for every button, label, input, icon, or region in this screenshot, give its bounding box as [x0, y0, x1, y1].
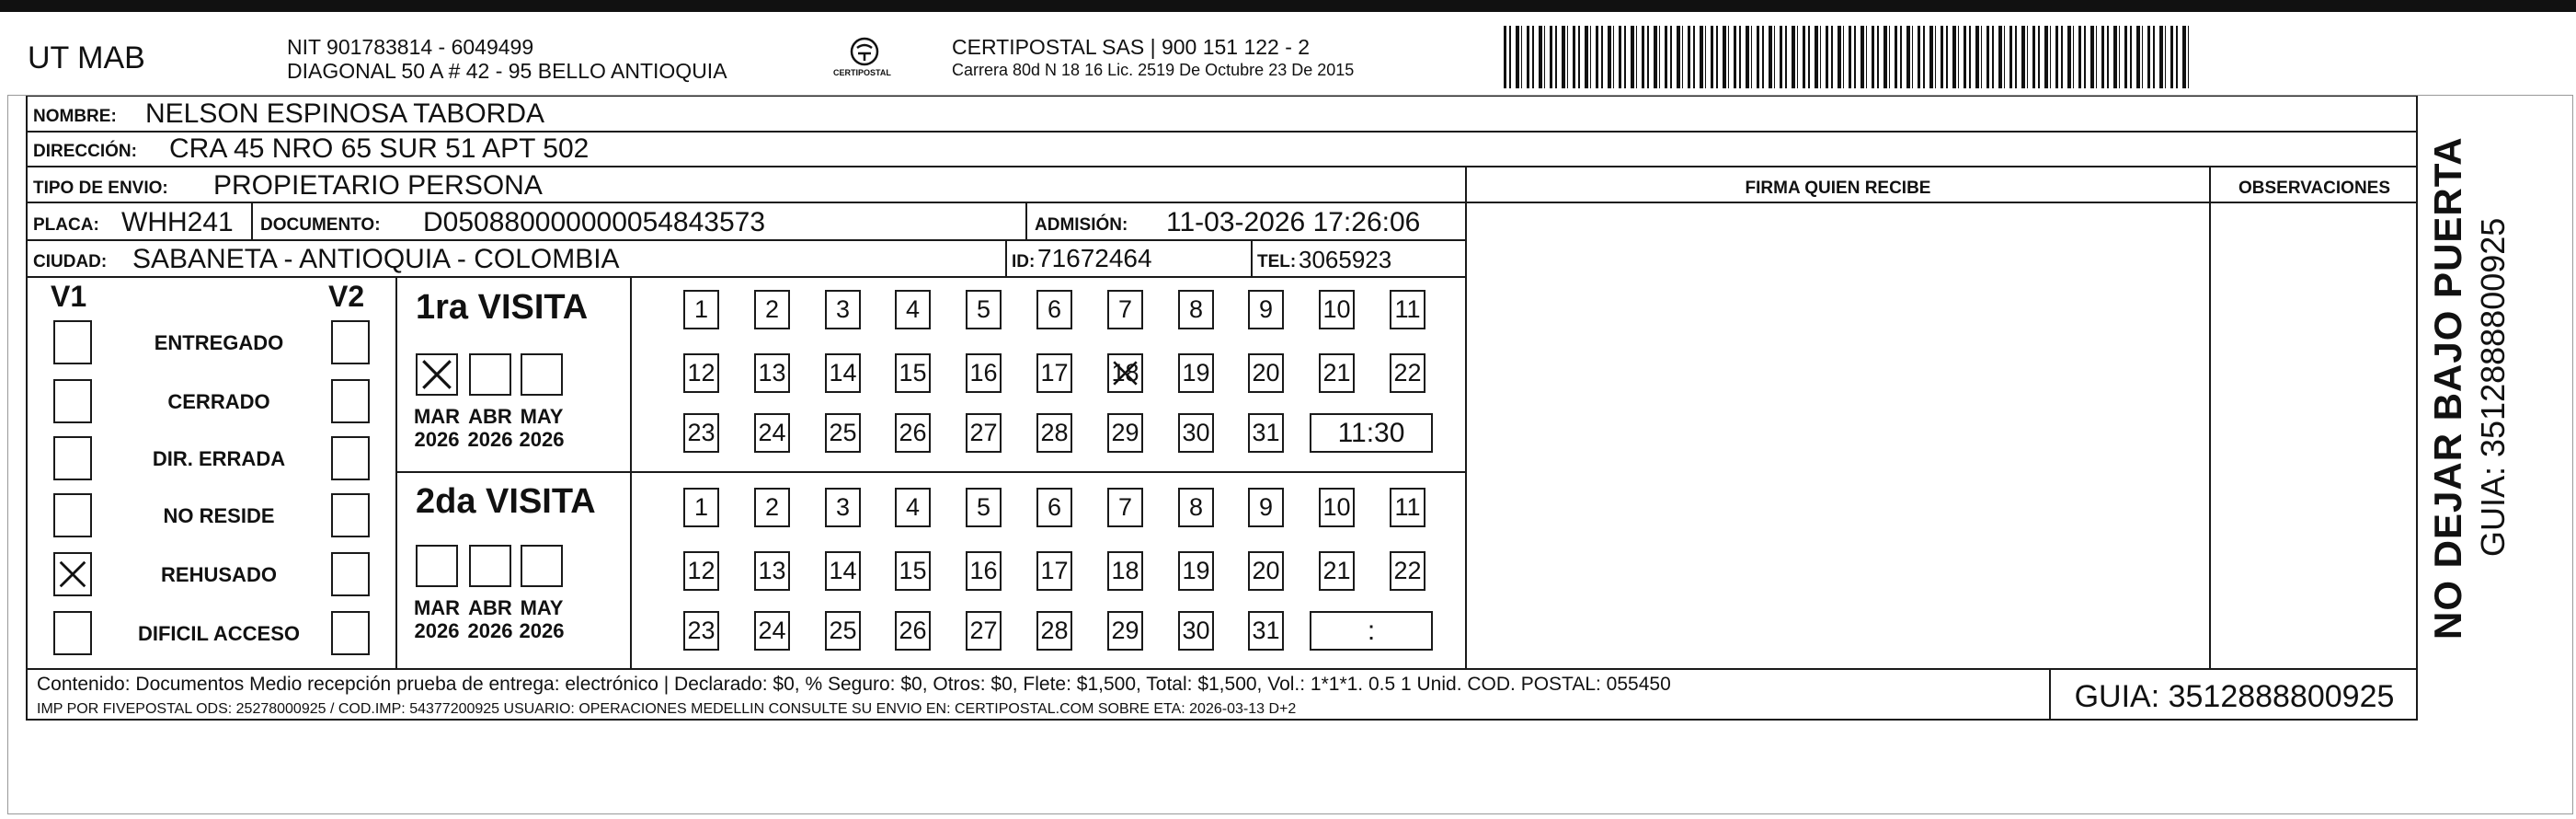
visita1-day[interactable]: 15	[895, 353, 931, 393]
visita1-month-checkbox[interactable]	[521, 353, 563, 396]
tipo-value: PROPIETARIO PERSONA	[213, 170, 543, 201]
visita1-day[interactable]: 31	[1248, 413, 1284, 453]
visita1-month-label: ABR	[468, 405, 512, 428]
nombre-value: NELSON ESPINOSA TABORDA	[145, 98, 545, 129]
carrier-name: CERTIPOSTAL SAS | 900 151 122 - 2	[952, 35, 1311, 59]
visita1-month-year: 2026	[414, 428, 460, 451]
id-value: 71672464	[1037, 244, 1152, 272]
visita1-day[interactable]: 2	[754, 290, 790, 329]
visita1-day[interactable]: 6	[1036, 290, 1072, 329]
visita2-day[interactable]: 13	[754, 551, 790, 591]
v1-header: V1	[51, 280, 87, 313]
visita2-day[interactable]: 4	[895, 488, 931, 527]
visita2-day[interactable]: 18	[1107, 551, 1143, 591]
status-option-label: ENTREGADO	[154, 331, 284, 354]
observaciones-area[interactable]	[2213, 204, 2416, 666]
status-option-label: NO RESIDE	[163, 504, 275, 527]
v1-checkbox[interactable]	[53, 552, 92, 596]
visita2-month-label: ABR	[468, 596, 512, 619]
visita2-day[interactable]: 19	[1178, 551, 1214, 591]
visita2-day[interactable]: 24	[754, 611, 790, 651]
visita2-month-checkbox[interactable]	[416, 545, 458, 587]
status-option-label: DIFICIL ACCESO	[137, 622, 300, 645]
visita2-day[interactable]: 21	[1319, 551, 1355, 591]
visita2-day[interactable]: 6	[1036, 488, 1072, 527]
visita2-day[interactable]: 15	[895, 551, 931, 591]
visita1-day[interactable]: 4	[895, 290, 931, 329]
v2-checkbox[interactable]	[331, 320, 370, 364]
tel-label: TEL:	[1257, 252, 1297, 271]
visita2-day[interactable]: 30	[1178, 611, 1214, 651]
barcode	[1504, 26, 2193, 88]
visita1-day[interactable]: 30	[1178, 413, 1214, 453]
v1-checkbox[interactable]	[53, 320, 92, 364]
visita1-day[interactable]: 14	[825, 353, 861, 393]
visita1-day[interactable]: 25	[825, 413, 861, 453]
visita1-day[interactable]: 24	[754, 413, 790, 453]
row-line	[26, 668, 2418, 670]
visita1-month-label: MAY	[520, 405, 564, 428]
visita2-day[interactable]: 9	[1248, 488, 1284, 527]
visita1-day[interactable]: 21	[1319, 353, 1355, 393]
visita1-day[interactable]: 23	[683, 413, 719, 453]
visita2-day[interactable]: 14	[825, 551, 861, 591]
row-line	[26, 166, 2418, 167]
placa-value: WHH241	[121, 207, 234, 237]
v2-checkbox[interactable]	[331, 436, 370, 480]
side-notice: NO DEJAR BAJO PUERTA	[2426, 136, 2469, 640]
visita2-day[interactable]: 5	[966, 488, 1002, 527]
v2-checkbox[interactable]	[331, 379, 370, 423]
v2-checkbox[interactable]	[331, 552, 370, 596]
side-guia: GUIA: 3512888800925	[2474, 217, 2512, 557]
id-label: ID:	[1012, 252, 1036, 271]
v1-checkbox[interactable]	[53, 379, 92, 423]
status-option-label: CERRADO	[167, 390, 270, 413]
carrier-logo	[833, 33, 892, 88]
col-line-obs	[2209, 166, 2211, 668]
visita1-day[interactable]: 22	[1390, 353, 1425, 393]
col-line-firma	[1465, 166, 1467, 668]
visita1-month-checkbox[interactable]	[469, 353, 511, 396]
col-line-id	[1005, 239, 1007, 276]
visita1-time-box[interactable]: 11:30	[1310, 413, 1433, 453]
company-name: UT MAB	[28, 40, 145, 75]
visita1-day[interactable]: 28	[1036, 413, 1072, 453]
visita2-day[interactable]: 22	[1390, 551, 1425, 591]
visita2-title: 2da VISITA	[416, 482, 596, 521]
visita2-day[interactable]: 23	[683, 611, 719, 651]
admision-value: 11-03-2026 17:26:06	[1166, 207, 1421, 237]
visita1-day[interactable]: 19	[1178, 353, 1214, 393]
status-option-label: REHUSADO	[161, 563, 277, 586]
footer-guia: GUIA: 3512888800925	[2074, 679, 2395, 714]
top-border	[0, 0, 2576, 12]
col-line-placa	[251, 202, 253, 239]
visita1-day[interactable]: 26	[895, 413, 931, 453]
visita2-day[interactable]: 2	[754, 488, 790, 527]
visita2-time-box[interactable]: :	[1310, 611, 1433, 651]
v1-checkbox[interactable]	[53, 611, 92, 655]
visita2-day[interactable]: 29	[1107, 611, 1143, 651]
visita1-day[interactable]: 18	[1107, 353, 1143, 393]
row-line	[26, 131, 2418, 133]
tel-value: 3065923	[1299, 246, 1392, 273]
visita1-day[interactable]: 9	[1248, 290, 1284, 329]
visita2-day[interactable]: 28	[1036, 611, 1072, 651]
visita2-month-year: 2026	[414, 619, 460, 642]
nombre-label: NOMBRE:	[33, 107, 117, 126]
visita2-day[interactable]: 10	[1319, 488, 1355, 527]
visita1-day[interactable]: 20	[1248, 353, 1284, 393]
visita2-day[interactable]: 20	[1248, 551, 1284, 591]
company-nit: NIT 901783814 - 6049499	[287, 35, 534, 59]
visita1-month-checkbox[interactable]	[416, 353, 458, 396]
v2-checkbox[interactable]	[331, 493, 370, 537]
ciudad-label: CIUDAD:	[33, 252, 108, 271]
visita2-month-label: MAR	[413, 596, 461, 619]
visita1-day[interactable]: 12	[683, 353, 719, 393]
visita1-month-year: 2026	[467, 428, 513, 451]
visita2-day[interactable]: 8	[1178, 488, 1214, 527]
signature-area[interactable]	[1469, 204, 2207, 666]
visita2-month-checkbox[interactable]	[469, 545, 511, 587]
visita1-day[interactable]: 11	[1390, 290, 1425, 329]
visita2-day[interactable]: 1	[683, 488, 719, 527]
ciudad-value: SABANETA - ANTIOQUIA - COLOMBIA	[132, 244, 620, 274]
visita1-month-label: MAR	[413, 405, 461, 428]
row-line-visitas	[395, 471, 1465, 473]
visita2-month-checkbox[interactable]	[521, 545, 563, 587]
row-line	[26, 276, 1465, 278]
visita2-day[interactable]: 31	[1248, 611, 1284, 651]
tipo-label: TIPO DE ENVIO:	[33, 179, 168, 198]
visita1-day[interactable]: 17	[1036, 353, 1072, 393]
placa-label: PLACA:	[33, 215, 99, 235]
col-line-footer	[2049, 668, 2051, 721]
visita2-day[interactable]: 25	[825, 611, 861, 651]
visita2-day[interactable]: 3	[825, 488, 861, 527]
col-line-tel	[1251, 239, 1253, 276]
v2-header: V2	[328, 280, 365, 313]
documento-value: D050880000000054843573	[423, 207, 766, 237]
col-line-admision	[1025, 202, 1027, 239]
visita1-day[interactable]: 7	[1107, 290, 1143, 329]
footer-contenido: Contenido: Documentos Medio recepción prueba de entrega: electrónico | Declarado: $0, % Seguro: $0, Otros: $0, Flete: $1,500, Total: $1,500, Vol.: 1*1*1. 0.5 1 Unid. COD. POSTAL: 055450	[37, 674, 1671, 695]
visita2-day[interactable]: 17	[1036, 551, 1072, 591]
col-line-header	[1465, 202, 2418, 203]
visita2-day[interactable]: 12	[683, 551, 719, 591]
direccion-label: DIRECCIÓN:	[33, 142, 137, 161]
visita1-day[interactable]: 5	[966, 290, 1002, 329]
company-address: DIAGONAL 50 A # 42 - 95 BELLO ANTIOQUIA	[287, 59, 727, 83]
carrier-license: Carrera 80d N 18 16 Lic. 2519 De Octubre 23 De 2015	[952, 61, 1355, 79]
visita2-month-year: 2026	[467, 619, 513, 642]
visita1-month-year: 2026	[519, 428, 565, 451]
row-line	[26, 239, 1465, 241]
v2-checkbox[interactable]	[331, 611, 370, 655]
visita1-day[interactable]: 8	[1178, 290, 1214, 329]
visita1-title: 1ra VISITA	[416, 288, 589, 327]
visita2-day[interactable]: 26	[895, 611, 931, 651]
visita2-day[interactable]: 7	[1107, 488, 1143, 527]
carrier-logo-text: CERTIPOSTAL	[833, 68, 891, 77]
visita1-day[interactable]: 27	[966, 413, 1002, 453]
firma-header: FIRMA QUIEN RECIBE	[1745, 179, 1931, 198]
documento-label: DOCUMENTO:	[260, 215, 381, 235]
visita1-day[interactable]: 3	[825, 290, 861, 329]
footer-imp: IMP POR FIVEPOSTAL ODS: 25278000925 / COD.IMP: 54377200925 USUARIO: OPERACIONES MEDELLIN CONSULTE SU ENVIO EN: CERTIPOSTAL.COM SOBRE ETA: 2026-03-13 D+2	[37, 701, 1297, 717]
direccion-value: CRA 45 NRO 65 SUR 51 APT 502	[169, 133, 590, 164]
visita2-day[interactable]: 27	[966, 611, 1002, 651]
visita2-day[interactable]: 16	[966, 551, 1002, 591]
observaciones-header: OBSERVACIONES	[2238, 179, 2391, 198]
v1-checkbox[interactable]	[53, 436, 92, 480]
status-option-label: DIR. ERRADA	[152, 447, 286, 470]
visita1-day[interactable]: 10	[1319, 290, 1355, 329]
admision-label: ADMISIÓN:	[1035, 215, 1128, 235]
visita1-day[interactable]: 29	[1107, 413, 1143, 453]
visita1-day[interactable]: 1	[683, 290, 719, 329]
visita2-month-label: MAY	[520, 596, 564, 619]
visita1-day[interactable]: 13	[754, 353, 790, 393]
v1-checkbox[interactable]	[53, 493, 92, 537]
visita1-day[interactable]: 16	[966, 353, 1002, 393]
visita2-month-year: 2026	[519, 619, 565, 642]
visita2-day[interactable]: 11	[1390, 488, 1425, 527]
